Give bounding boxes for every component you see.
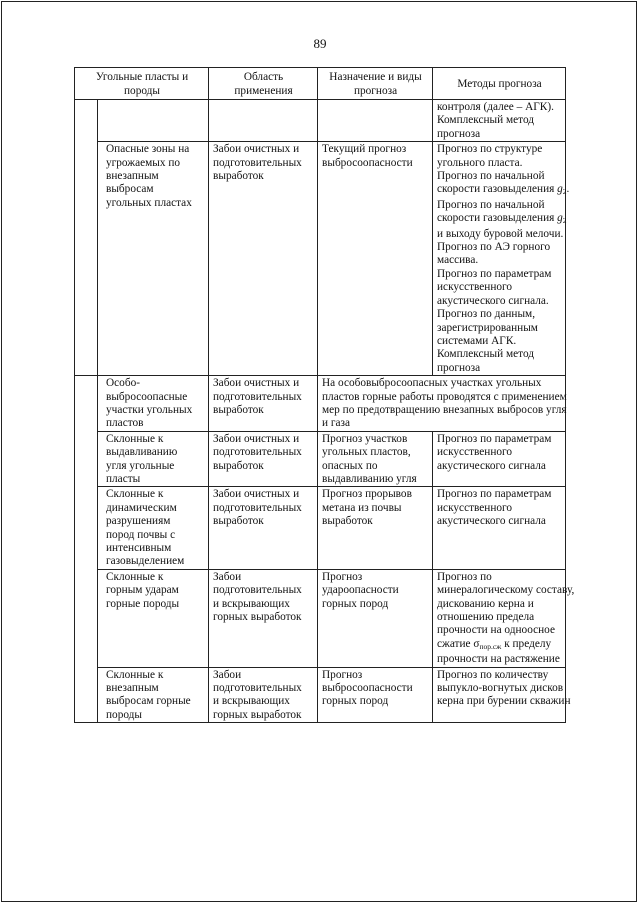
text-line: Прогноз по начальной [437, 198, 545, 211]
text-line: метана из почвы [322, 501, 402, 514]
text-line: Прогноз по параметрам [437, 488, 552, 501]
text-line: искусственного [437, 501, 513, 514]
text-line: угольных пластов, [322, 446, 411, 459]
text-line: Прогноз [322, 570, 363, 583]
text-line: системами АГК. [437, 334, 517, 347]
text-line [437, 638, 562, 653]
text-line: выдавливанию угля [322, 472, 417, 485]
text-line: мер по предотвращению внезапных выбросов угля [322, 403, 567, 416]
text-line: выбросам горные [106, 695, 191, 708]
text-line: Комплексный метод [437, 114, 535, 127]
text-line: подготовительных [213, 446, 302, 459]
cell-purpose [318, 142, 433, 376]
table-row [75, 569, 566, 667]
text-line: На особовыбросоопасных участках угольных [322, 377, 542, 390]
cell-rock-type [98, 569, 209, 667]
table-row-continuation [75, 100, 566, 142]
text-line: выбросам [106, 183, 154, 196]
text-line: подготовительных [213, 584, 302, 597]
cell-empty [318, 100, 433, 142]
text-fragment: к пределу [501, 637, 552, 650]
text-line: горные породы [106, 597, 180, 610]
text-fragment: . [566, 183, 570, 196]
text-line: подготовительных [213, 501, 302, 514]
cell-rock-type [98, 431, 209, 487]
text-line [437, 212, 567, 227]
text-line: искусственного [437, 446, 513, 459]
text-line: и вскрывающих [213, 597, 290, 610]
text-line: выбросоопасности [322, 156, 413, 169]
cell-rock-type [98, 487, 209, 569]
cell-scope [209, 376, 318, 432]
text-line: Прогноз по структуре [437, 143, 543, 156]
text-line: керна при бурении скважин [437, 695, 571, 708]
text-fragment: скорости газовыделения [437, 183, 558, 196]
text-line: подготовительных [213, 156, 302, 169]
text-line: угля угольные [106, 459, 175, 472]
cell-methods [433, 100, 566, 142]
text-line: пластов [106, 417, 144, 430]
text-line: газовыделением [106, 555, 185, 568]
cell-scope [209, 487, 318, 569]
text-line: Забои очистных и [213, 432, 300, 445]
text-line: Склонные к [106, 488, 164, 501]
text-line: Забои очистных и [213, 488, 300, 501]
text-line: подготовительных [213, 682, 302, 695]
cell-methods [433, 142, 570, 376]
text-line: угольного пласта. [437, 156, 523, 169]
text-line: акустического сигнала [437, 459, 546, 472]
text-line: Прогноз [322, 668, 363, 681]
text-fragment: сжатие σ [437, 637, 480, 650]
text-line: и вскрывающих [213, 695, 290, 708]
subscript: 2 [562, 187, 567, 197]
text-line: Особо- [106, 377, 140, 390]
header-methods: Методы прогноза [433, 68, 566, 100]
text-line: внезапным [106, 682, 159, 695]
cell-rock-type [98, 667, 209, 723]
cell-purpose [318, 667, 433, 723]
text-line: породы [106, 708, 143, 721]
cell-purpose [318, 431, 433, 487]
header-purpose-line: прогноза [353, 84, 398, 97]
text-line: подготовительных [213, 390, 302, 403]
text-line: Комплексный метод [437, 348, 535, 361]
text-line: акустического сигнала. [437, 294, 549, 307]
text-line: горных пород [322, 695, 389, 708]
cell-methods [433, 667, 571, 723]
text-line: прогноза [437, 361, 481, 374]
text-line: разрушениям [106, 515, 171, 528]
header-scope-line: Область [243, 71, 284, 84]
header-purpose [318, 68, 433, 100]
text-line: Прогноз по [437, 570, 492, 583]
table-header-row [75, 68, 566, 100]
text-line: Склонные к [106, 570, 164, 583]
text-line [437, 183, 570, 198]
text-line: Склонные к [106, 668, 164, 681]
table-row [75, 376, 566, 432]
cell-scope [209, 667, 318, 723]
text-line: зарегистрированным [437, 321, 538, 334]
cell-empty [209, 100, 318, 142]
text-line: выбросоопасности [322, 682, 413, 695]
forecast-methods-table [74, 67, 575, 723]
text-line: выпукло-вогнутых дисков [437, 682, 564, 695]
symbol-g: g [557, 212, 563, 225]
text-line: акустического сигнала [437, 515, 546, 528]
text-line: Забои [213, 570, 242, 583]
text-line: Забои [213, 668, 242, 681]
text-line: внезапным [106, 170, 159, 183]
text-line: контроля (далее – АГК). [437, 101, 554, 113]
text-line: дискованию керна и [437, 597, 534, 610]
subscript: пор.сж [479, 641, 502, 651]
table-row [75, 142, 566, 376]
table-row [75, 667, 566, 723]
header-rocks-line: породы [124, 84, 161, 97]
text-line: пластов горные работы проводятся с применением [322, 390, 567, 403]
text-line: отношению предела [437, 611, 535, 624]
text-line: Забои очистных и [213, 143, 300, 156]
text-line: горных выработок [213, 611, 302, 624]
cell-empty [98, 100, 209, 142]
text-line: выработок [213, 170, 264, 183]
cell-methods [433, 487, 566, 569]
text-line: минералогическому составу, [437, 584, 575, 597]
text-line: и выходу буровой мелочи. [437, 227, 564, 240]
subscript: 2 [562, 216, 567, 226]
text-line: Прогноз по данным, [437, 308, 536, 321]
table-row [75, 487, 566, 569]
text-line: искусственного [437, 281, 513, 294]
cell-methods [433, 569, 575, 667]
text-line: прогноза [437, 127, 481, 140]
text-line: Склонные к [106, 432, 164, 445]
header-scope-line: применения [234, 84, 293, 97]
cell-rock-type [98, 376, 209, 432]
text-line: Прогноз по параметрам [437, 432, 552, 445]
cell-scope [209, 142, 318, 376]
text-line: интенсивным [106, 542, 172, 554]
cell-rock-type [98, 142, 209, 376]
text-line: угольных пластах [106, 196, 192, 209]
gutter-cell [75, 100, 98, 376]
text-line: Прогноз по количеству [437, 668, 549, 681]
text-line: выработок [213, 403, 264, 416]
text-line: участки угольных [106, 403, 193, 416]
header-rocks [75, 68, 209, 100]
text-line: Прогноз участков [322, 432, 408, 445]
text-line: выработок [322, 515, 373, 528]
text-line: Прогноз прорывов [322, 488, 412, 501]
table-row [75, 431, 566, 487]
cell-scope [209, 569, 318, 667]
header-purpose-line: Назначение и виды [329, 71, 422, 84]
text-line: динамическим [106, 501, 177, 514]
text-line: Опасные зоны на [106, 143, 190, 156]
text-line: угрожаемых по [106, 156, 181, 169]
page-number: 89 [313, 36, 327, 51]
text-line: и газа [322, 417, 351, 430]
cell-methods [433, 431, 566, 487]
text-line: выработок [213, 515, 264, 528]
text-line: горным ударам [106, 584, 179, 597]
cell-scope [209, 431, 318, 487]
text-line: выбросоопасные [106, 390, 188, 403]
text-line: прочности на растяжение [437, 653, 560, 666]
text-line: горных выработок [213, 708, 302, 721]
symbol-g: g [557, 183, 563, 196]
header-rocks-line: Угольные пласты и [95, 71, 189, 84]
cell-purpose [318, 569, 433, 667]
text-line: Текущий прогноз [322, 143, 407, 156]
text-line: горных пород [322, 597, 389, 610]
text-fragment: скорости газовыделения [437, 212, 558, 225]
text-line: прочности на одноосное [437, 624, 555, 637]
text-line: пород почвы с [106, 528, 176, 541]
text-line: выдавливанию [106, 446, 178, 459]
text-line: выработок [213, 459, 264, 472]
header-scope [209, 68, 318, 100]
text-line: Забои очистных и [213, 377, 300, 390]
cell-purpose [318, 487, 433, 569]
cell-merged-note [318, 376, 566, 432]
text-line: удароопасности [322, 584, 399, 597]
text-line: опасных по [322, 459, 378, 472]
text-line: Прогноз по параметрам [437, 267, 552, 280]
text-line: Прогноз по начальной [437, 170, 545, 183]
text-line: массива. [437, 254, 479, 267]
text-line: пласты [106, 472, 141, 485]
text-line: Прогноз по АЭ горного [437, 241, 551, 254]
gutter-cell [75, 376, 98, 723]
